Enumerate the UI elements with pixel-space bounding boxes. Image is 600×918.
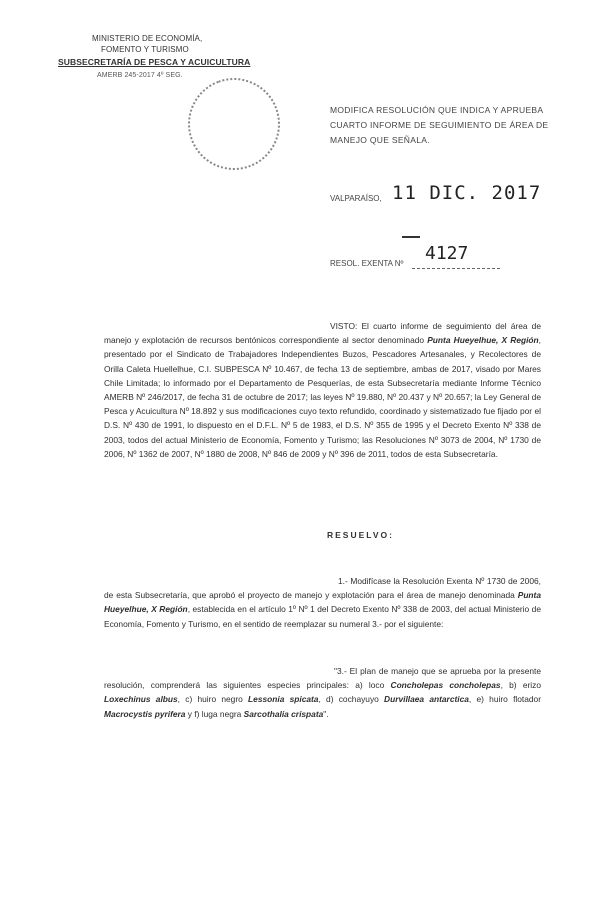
- article-1-paragraph: [104, 574, 541, 631]
- visto-text-1: VISTO: El cuarto informe de seguimiento del área de manejo y explotación de recursos bentónicos correspondiente al sector denominado: [104, 321, 541, 346]
- species-huiro-negro: Lessonia spicata: [248, 694, 319, 705]
- art3-text-4: , d) cochayuyo: [318, 694, 385, 705]
- header-ministry: MINISTERIO DE ECONOMÍA,: [92, 34, 203, 43]
- header-reference: AMERB 245-2017 4º SEG.: [97, 72, 183, 79]
- office-stamp: [175, 65, 293, 183]
- art3-text-6: y f) luga negra: [185, 708, 244, 719]
- handwritten-date: 11 DIC. 2017: [392, 182, 542, 204]
- header-subsecretaria: SUBSECRETARÍA DE PESCA Y ACUICULTURA: [58, 57, 251, 67]
- species-cochayuyo: Durvillaea antarctica: [384, 694, 469, 705]
- resolution-label: RESOL. EXENTA Nº: [330, 259, 404, 268]
- species-erizo: Loxechinus albus: [104, 694, 178, 705]
- art1-text-1: 1.- Modifícase la Resolución Exenta Nº 1730 de 2006, de esta Subsecretaría, que aprobó el proyecto de manejo y explotación para el área de manejo denominada: [104, 576, 541, 601]
- resolution-number: 4127: [425, 243, 469, 264]
- visto-text-2: , presentado por el Sindicato de Trabajadores Independientes Buzos, Pescadores Artesanales, y Recolectores de Orilla Caleta Huellelhue, C.I. SUBPESCA Nº 10.467, de fecha 13 de septiembre, ambas de 2017, visado por Mares Chile Limitada; lo informado por el Departamento de Pesquerías, de esta Subsecretaría mediante Informe Técnico AMERB Nº 246/2017, de fecha 31 de octubre de 2017; las leyes Nº 19.880, Nº 20.437 y Nº 20.657; la Ley General de Pesca y Acuicultura Nº 18.892 y sus modificaciones cuyo texto refundido, coordinado y sistematizado fue fijado por el D.S. Nº 430 de 1991, lo dispuesto en el D.F.L. Nº 5 de 1983, el D.S. Nº 355 de 1995 y el Decreto Exento Nº 338 de 2003, todos del actual Ministerio de Economía, Fomento y Turismo; las Resoluciones Nº 3073 de 2004, Nº 1730 de 2006, Nº 1362 de 2007, Nº 1880 de 2008, Nº 846 de 2009 y Nº 396 de 2011, todos de esta Subsecretaría.: [104, 335, 541, 459]
- stamp-text: [202, 94, 266, 153]
- numeral-3-paragraph: [104, 664, 541, 721]
- header-ministry-2: FOMENTO Y TURISMO: [101, 45, 189, 54]
- species-luga-negra: Sarcothalia crispata: [243, 708, 324, 719]
- species-loco: Concholepas concholepas: [390, 680, 501, 691]
- art3-text-5: , e) huiro flotador: [468, 694, 541, 705]
- resolution-underline: [412, 268, 500, 269]
- art3-text-2: , b) erizo: [500, 680, 541, 691]
- art3-text-7: ".: [323, 708, 329, 719]
- visto-paragraph: [104, 319, 541, 461]
- species-huiro-flotador: Macrocystis pyrifera: [104, 708, 186, 719]
- art3-text-1: "3.- El plan de manejo que se aprueba por la presente resolución, comprenderá las siguientes especies principales: a) loco: [104, 666, 541, 691]
- art1-text-2: , establecida en el artículo 1º Nº 1 del Decreto Exento Nº 338 de 2003, del actual Ministerio de Economía, Fomento y Turismo, en el sentido de reemplazar su numeral 3.- por el siguiente:: [104, 604, 541, 629]
- art1-sector: Punta Hueyelhue, X Región: [104, 590, 541, 615]
- document-subject: MODIFICA RESOLUCIÓN QUE INDICA Y APRUEBA CUARTO INFORME DE SEGUIMIENTO DE ÁREA DE MANEJO QUE SEÑALA.: [330, 105, 549, 145]
- resuelvo-heading: RESUELVO:: [327, 530, 394, 540]
- place-label: VALPARAÍSO,: [330, 194, 382, 203]
- art3-text-3: , c) huiro negro: [177, 694, 249, 705]
- visto-sector: Punta Hueyelhue, X Región: [427, 335, 539, 346]
- resolution-mark: [402, 236, 420, 238]
